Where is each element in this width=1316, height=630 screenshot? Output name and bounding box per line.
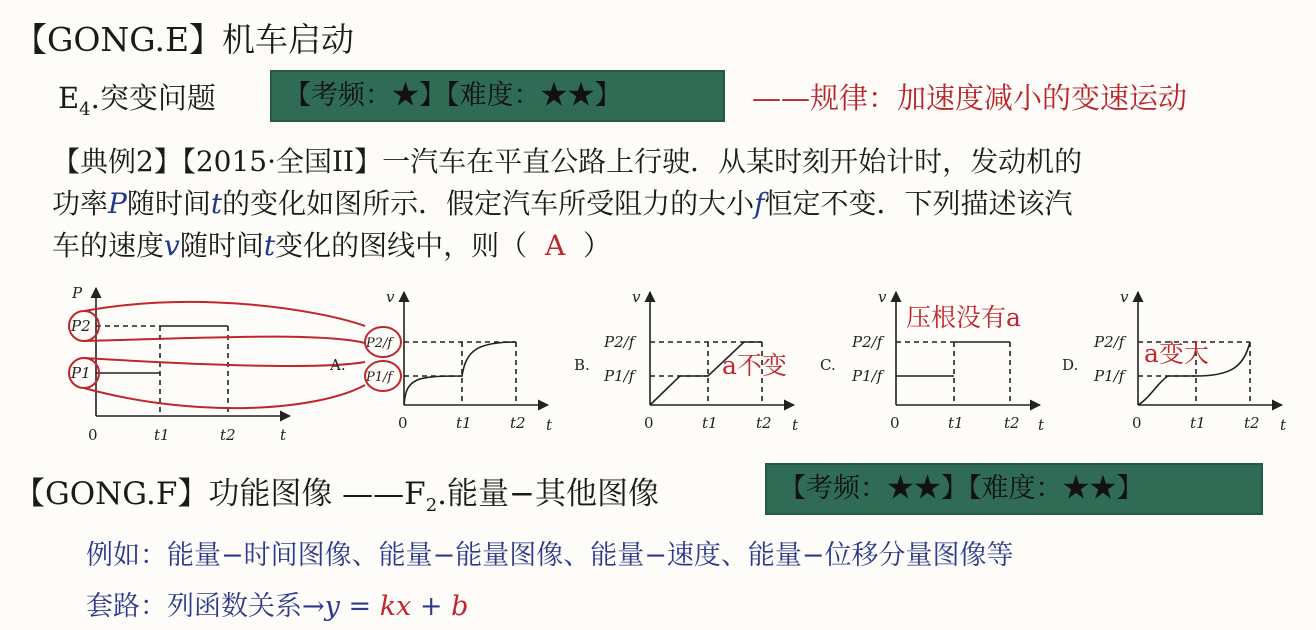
svg-text:0: 0 [644, 414, 654, 432]
svg-text:t1: t1 [154, 426, 170, 444]
section-f-badge: 【考频：★★】【难度：★★】 [765, 463, 1263, 515]
svg-text:t2: t2 [1244, 414, 1260, 432]
svg-text:P1: P1 [71, 364, 91, 382]
svg-text:t: t [1038, 416, 1045, 434]
svg-text:v: v [1120, 288, 1129, 306]
section-f-method: 套路：列函数关系→y = kx + b [86, 591, 469, 622]
svg-text:t: t [546, 416, 553, 434]
answer: A [544, 229, 566, 262]
svg-text:P2/f: P2/f [1094, 333, 1125, 351]
svg-text:t2: t2 [756, 414, 772, 432]
section-f-example: 例如：能量−时间图像、能量−能量图像、能量−速度、能量−位移分量图像等 [86, 540, 1014, 571]
svg-text:D.: D. [1062, 356, 1079, 374]
svg-text:t1: t1 [702, 414, 718, 432]
svg-text:t1: t1 [948, 414, 964, 432]
section-e-title: 【GONG.E】机车启动 [14, 20, 355, 59]
svg-text:t: t [1280, 416, 1287, 434]
note-b: a不变 [722, 351, 787, 380]
graphs-figure [0, 270, 1316, 465]
svg-text:t1: t1 [1190, 414, 1206, 432]
graph-a-curve [404, 342, 516, 405]
svg-text:P2/f: P2/f [852, 333, 883, 351]
rule-text: ——规律：加速度减小的变速运动 [752, 81, 1188, 115]
svg-text:0: 0 [398, 414, 408, 432]
svg-text:0: 0 [88, 426, 98, 444]
svg-text:P2/f: P2/f [604, 333, 635, 351]
link-p2-lower [84, 337, 365, 343]
svg-text:P1/f: P1/f [852, 367, 883, 385]
svg-text:t1: t1 [456, 414, 472, 432]
svg-text:P2: P2 [71, 317, 91, 335]
svg-text:A.: A. [330, 356, 346, 374]
note-d: a变大 [1144, 339, 1209, 368]
svg-text:v: v [386, 288, 395, 306]
svg-text:t: t [792, 416, 799, 434]
svg-text:t2: t2 [1004, 414, 1020, 432]
frequency-difficulty-badge: 【考频：★】【难度：★★】 [270, 70, 725, 122]
svg-text:t2: t2 [510, 414, 526, 432]
svg-text:P1/f: P1/f [1094, 367, 1125, 385]
svg-text:P2/f: P2/f [366, 336, 393, 351]
svg-text:0: 0 [890, 414, 900, 432]
svg-text:v: v [632, 288, 641, 306]
link-p1-upper [84, 358, 365, 366]
link-p1-lower [84, 385, 365, 408]
svg-text:P1/f: P1/f [604, 367, 635, 385]
svg-text:v: v [878, 288, 887, 306]
section-f-title: 【GONG.F】功能图像 $——F_2$.能量−其他图像 [14, 476, 659, 517]
svg-text:P1/f: P1/f [366, 370, 393, 385]
svg-text:C.: C. [820, 356, 836, 374]
svg-text:0: 0 [1132, 414, 1142, 432]
svg-text:B.: B. [574, 356, 590, 374]
subsection-e4-title: $E_4$.突变问题 [58, 81, 216, 120]
example-line-1: 【典例2】【2015·全国II】一汽车在平直公路上行驶．从某时刻开始计时，发动机的 [52, 145, 1083, 178]
svg-text:t: t [280, 426, 287, 444]
link-p2-upper [84, 302, 365, 326]
note-c: 压根没有a [906, 303, 1021, 332]
svg-text:t2: t2 [220, 426, 236, 444]
example-line-2: 功率P随时间t的变化如图所示．假定汽车所受阻力的大小f恒定不变．下列描述该汽 [52, 187, 1073, 220]
svg-text:P: P [72, 284, 83, 302]
example-line-3: 车的速度v随时间t变化的图线中，则（ A ） [52, 229, 612, 262]
